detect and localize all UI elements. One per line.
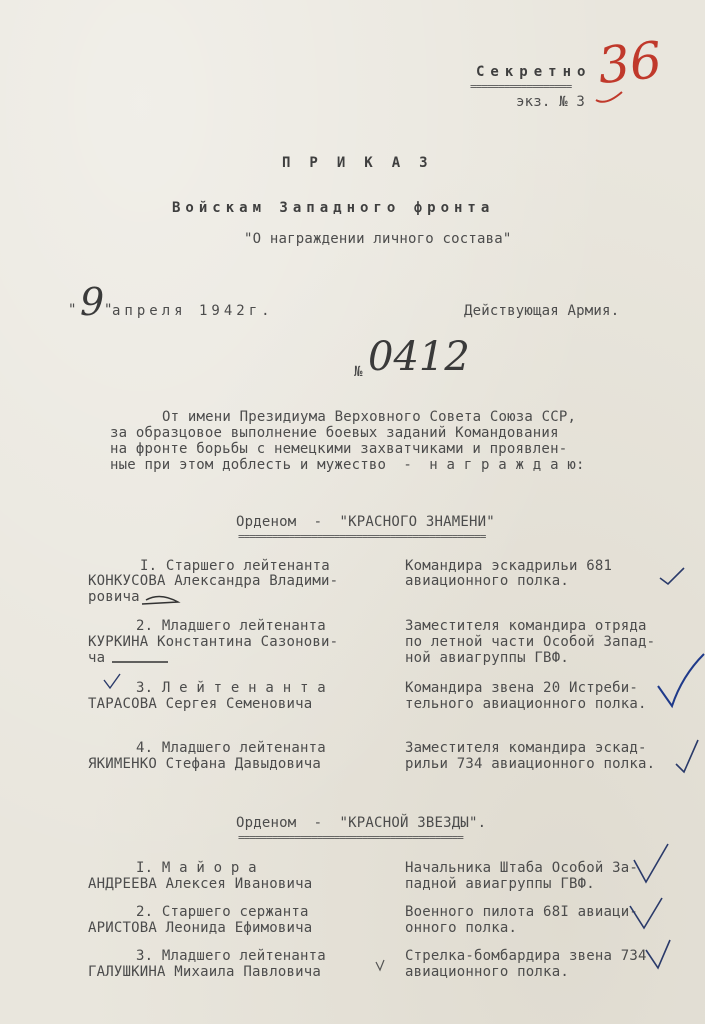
place-label: Действующая Армия. bbox=[464, 303, 620, 319]
check-mark-icon bbox=[660, 568, 684, 584]
subject-line: "О награждении личного состава" bbox=[244, 231, 512, 247]
entry-rank: 3. Младшего лейтенанта bbox=[136, 948, 326, 964]
section-heading-red-banner: Орденом - "КРАСНОГО ЗНАМЕНИ" bbox=[236, 514, 495, 530]
entry-position: рильи 734 авиационного полка. bbox=[405, 756, 656, 772]
entry-position: авиационного полка. bbox=[405, 964, 569, 980]
preamble-line: на фронте борьбы с немецкими захватчиками и проявлен- bbox=[110, 441, 568, 457]
preamble-line: за образцовое выполнение боевых заданий Командования bbox=[110, 425, 559, 441]
entry-position: Военного пилота 68I авиаци- bbox=[405, 904, 638, 920]
entry-position: Заместителя командира отряда bbox=[405, 618, 647, 634]
entry-position: Начальника Штаба Особой За- bbox=[405, 860, 638, 876]
date-month-year: апреля 1942г. bbox=[112, 303, 274, 319]
check-mark-icon bbox=[376, 960, 384, 970]
secret-underline: ================== bbox=[470, 80, 572, 93]
entry-name: ровича bbox=[88, 589, 140, 605]
entry-position: авиационного полка. bbox=[405, 573, 569, 589]
underline-mark bbox=[142, 596, 178, 604]
entry-position: Заместителя командира эскад- bbox=[405, 740, 647, 756]
entry-position: Командира эскадрильи 681 bbox=[405, 558, 613, 574]
entry-position: онного полка. bbox=[405, 920, 518, 936]
secret-label: Секретно bbox=[476, 64, 592, 80]
entry-name: ТАРАСОВА Сергея Семеновича bbox=[88, 696, 313, 712]
entry-name: ЯКИМЕНКО Стефана Давыдовича bbox=[88, 756, 321, 772]
date-open-quote: " bbox=[68, 302, 77, 318]
entry-name: АНДРЕЕВА Алексея Ивановича bbox=[88, 876, 313, 892]
copy-number: экз. № 3 bbox=[516, 94, 586, 110]
section-heading-red-star: Орденом - "КРАСНОЙ ЗВЕЗДЫ". bbox=[236, 815, 487, 831]
addressee-line: Войскам Западного фронта bbox=[172, 200, 495, 216]
entry-name: КУРКИНА Константина Сазонови- bbox=[88, 634, 339, 650]
entry-rank: 3. Л е й т е н а н т а bbox=[136, 680, 326, 696]
preamble-line: ные при этом доблесть и мужество - н а г р а ж д а ю: bbox=[110, 457, 585, 473]
entry-position: по летной части Особой Запад- bbox=[405, 634, 656, 650]
check-mark-icon bbox=[634, 844, 668, 882]
entry-name: КОНКУСОВА Александра Владими- bbox=[88, 573, 339, 589]
entry-name: ча bbox=[88, 650, 106, 666]
entry-rank: I. Старшего лейтенанта bbox=[140, 558, 330, 574]
entry-position: тельного авиационного полка. bbox=[405, 696, 647, 712]
entry-rank: 2. Старшего сержанта bbox=[136, 904, 309, 920]
check-mark-icon bbox=[104, 674, 120, 688]
order-number-handwritten: 0412 bbox=[368, 334, 470, 380]
entry-name: АРИСТОВА Леонида Ефимовича bbox=[88, 920, 313, 936]
date-close-quote: " bbox=[104, 302, 113, 318]
entry-position: ной авиагруппы ГВФ. bbox=[405, 650, 569, 666]
order-number-prefix: № bbox=[354, 364, 363, 380]
entry-rank: I. М а й о р а bbox=[136, 860, 257, 876]
entry-name: ГАЛУШКИНА Михаила Павловича bbox=[88, 964, 321, 980]
document-title: ПРИКАЗ bbox=[282, 155, 447, 171]
check-mark-icon bbox=[658, 654, 704, 706]
check-mark-icon bbox=[646, 940, 670, 968]
entry-position: падной авиагруппы ГВФ. bbox=[405, 876, 595, 892]
date-day-handwritten: 9 bbox=[80, 280, 105, 324]
entry-rank: 4. Младшего лейтенанта bbox=[136, 740, 326, 756]
preamble-line: От имени Президиума Верховного Совета Союза ССР, bbox=[162, 409, 577, 425]
entry-position: Стрелка-бомбардира звена 734 bbox=[405, 948, 647, 964]
entry-position: Командира звена 20 Истреби- bbox=[405, 680, 638, 696]
section-heading-underline: ============================================ bbox=[238, 530, 486, 543]
check-mark-icon bbox=[676, 740, 698, 772]
section-heading-underline: ======================================== bbox=[238, 831, 463, 844]
archive-sheet-number: 36 bbox=[595, 30, 665, 96]
entry-rank: 2. Младшего лейтенанта bbox=[136, 618, 326, 634]
